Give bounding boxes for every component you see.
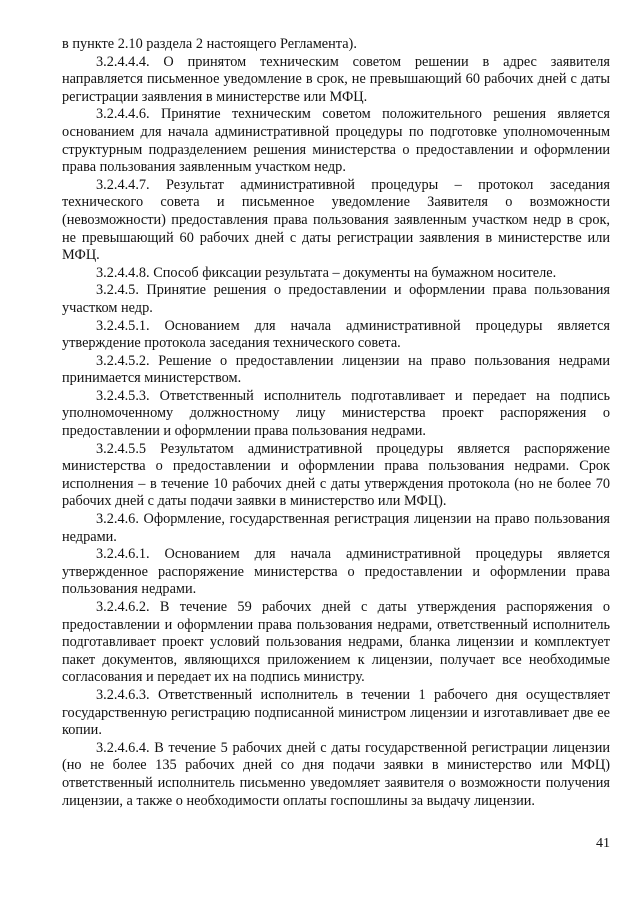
paragraph-3-2-4-5: 3.2.4.5. Принятие решения о предоставлении и оформлении права пользования участком недр. xyxy=(62,282,610,316)
paragraph-3-2-4-4-4: 3.2.4.4.4. О принятом техническим советом решении в адрес заявителя направляется письменное уведомление в срок, не превышающий 60 рабочих дней с даты регистрации заявления в министерстве или МФЦ. xyxy=(62,53,610,105)
paragraph-3-2-4-6-2: 3.2.4.6.2. В течение 59 рабочих дней с даты утверждения распоряжения о предоставлении и оформлении права пользования недрами, ответственный исполнитель подготавливает проект условий пользования недрами, бланка лицензии и комплектует пакет документов, являющихся приложением к лицензии, получает все необходимые согласования и передает их на подпись министру. xyxy=(62,599,610,686)
page-number: 41 xyxy=(596,836,610,851)
paragraph-3-2-4-6-3: 3.2.4.6.3. Ответственный исполнитель в течении 1 рабочего дня осуществляет государственную регистрацию подписанной министром лицензии и изготавливает две ее копии. xyxy=(62,686,610,739)
paragraph-continuation: в пункте 2.10 раздела 2 настоящего Регламента). xyxy=(62,36,357,52)
paragraph-3-2-4-5-1: 3.2.4.5.1. Основанием для начала административной процедуры является утверждение протокола заседания технического совета. xyxy=(62,317,610,352)
paragraph-3-2-4-6-1: 3.2.4.6.1. Основанием для начала административной процедуры является утвержденное распоряжение министерства о предоставлении и оформлении права пользования недрами. xyxy=(62,546,610,598)
paragraph-3-2-4-4-7: 3.2.4.4.7. Результат административной процедуры – протокол заседания технического совета и письменное уведомление Заявителя о возможности (невозможности) предоставления права пользования заявленным участком недр в срок, не превышающий 60 рабочих дней с даты регистрации заявления в министерстве или МФЦ. xyxy=(62,176,610,264)
paragraph-3-2-4-4-6: 3.2.4.4.6. Принятие техническим советом положительного решения является основанием для начала административной процедуры по подготовке уполномоченным структурным подразделением решения министерства о предоставлении и оформлении права пользования заявленным участком недр. xyxy=(62,106,610,176)
paragraph-3-2-4-4-8: 3.2.4.4.8. Способ фиксации результата – документы на бумажном носителе. xyxy=(96,264,557,281)
document-page xyxy=(62,36,610,810)
paragraph-3-2-4-5-3: 3.2.4.5.3. Ответственный исполнитель подготавливает и передает на подпись уполномоченному должностному лицу министерства проект распоряжения о предоставлении и оформлении права пользования недрами. xyxy=(62,387,610,440)
paragraph-3-2-4-6-4: 3.2.4.6.4. В течение 5 рабочих дней с даты государственной регистрации лицензии (но не более 135 рабочих дней со дня подачи заявки в министерство или МФЦ) ответственный исполнитель письменно уведомляет заявителя о возможности получения лицензии, а также о необходимости оплаты госпошлины за выдачу лицензии. xyxy=(62,739,610,809)
paragraph-3-2-4-5-5: 3.2.4.5.5 Результатом административной процедуры является распоряжение министерства о предоставлении и оформлении права пользования недрами. Срок исполнения – в течение 10 рабочих дней с даты утверждения протокола (но не более 70 рабочих дней с даты подачи заявки в министерство или МФЦ). xyxy=(62,440,610,510)
paragraph-3-2-4-5-2: 3.2.4.5.2. Решение о предоставлении лицензии на право пользования недрами принимается министерством. xyxy=(62,352,610,387)
paragraph-3-2-4-6: 3.2.4.6. Оформление, государственная регистрация лицензии на право пользования недрами. xyxy=(62,511,610,545)
